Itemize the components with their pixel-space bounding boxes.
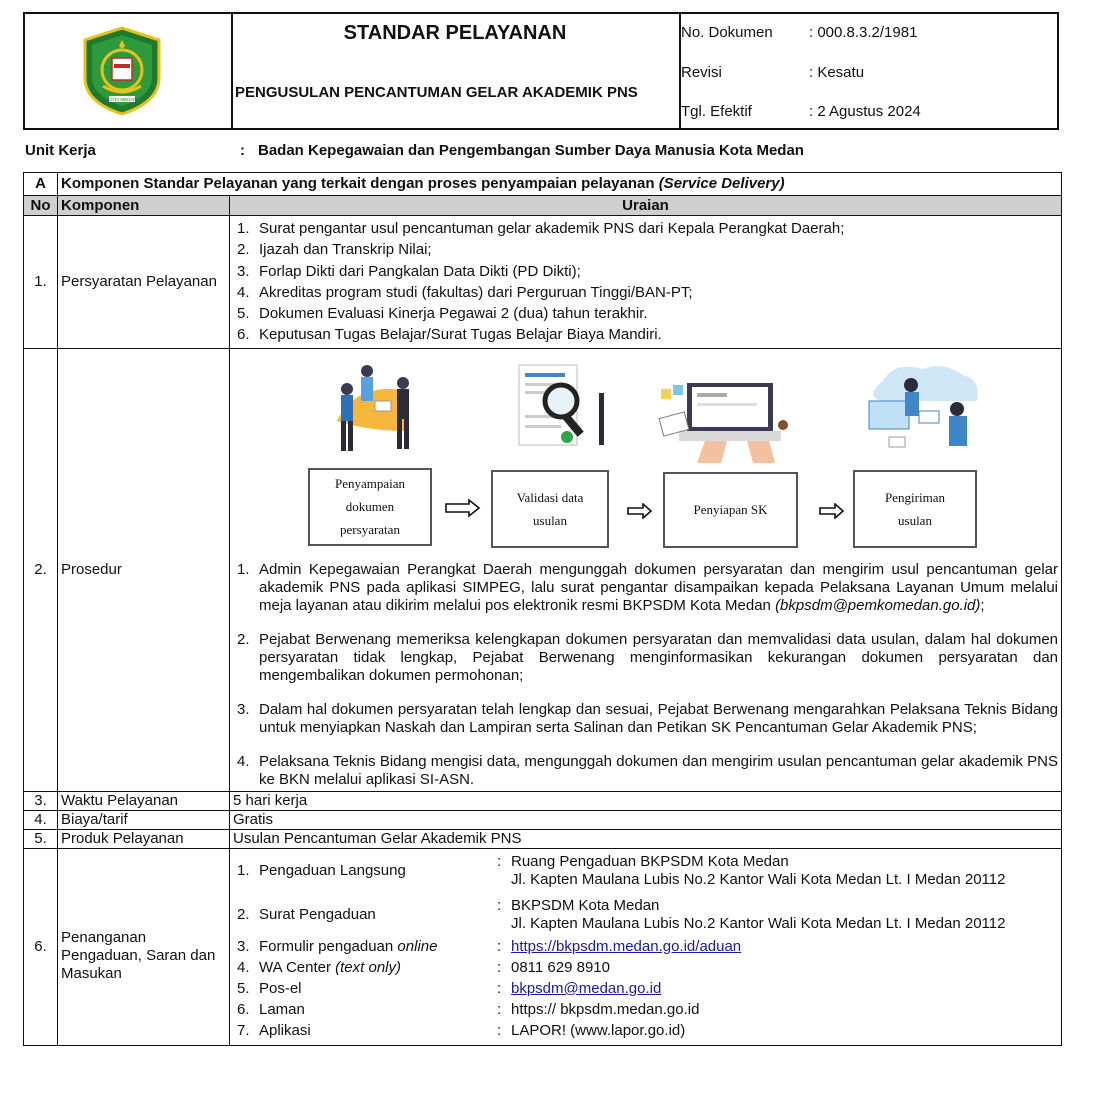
sending-illustration [853,361,983,461]
procedure-flowchart [233,349,1058,561]
meta-label: Revisi [681,64,722,81]
document-title: STANDAR PELAYANAN [343,22,567,44]
document-subtitle: PENGUSULAN PENCANTUMAN GELAR AKADEMIK PNS [235,84,638,101]
section-title-text: Komponen Standar Pelayanan yang terkait dengan proses penyampaian pelayanan [61,175,659,192]
list-item: 4. Pelaksana Teknis Bidang mengisi data, mengunggah dokumen dan mengirim usulan pencantuman gelar akademik PNS ke BKN melalui aplikasi SI-ASN. [237,752,1059,788]
flow-step-2: Validasi data usulan [491,470,609,548]
logo-cell [25,14,233,128]
row-komponen: Persyaratan Pelayanan [58,216,230,349]
document-header [23,12,1059,130]
table-row-prosedur [24,348,1062,791]
meta-row-revisi [681,64,864,81]
meta-value: : Kesatu [809,64,865,81]
row-komponen: Penanganan Pengaduan, Saran dan Masukan [58,848,230,1045]
meta-value: : 000.8.3.2/1981 [809,24,918,41]
list-item: 6. Keputusan Tugas Belajar/Surat Tugas Belajar Biaya Mandiri. [237,326,662,344]
complaint-channel: 1. Pengaduan Langsung : Ruang Pengaduan BKPSDM Kota Medan Jl. Kapten Maulana Lubis No.2 Kantor Wali Kota Medan Lt. I Medan 20112 [237,852,1006,888]
column-header-row [24,196,1062,216]
row-number: 3. [24,791,58,810]
row-number: 5. [24,829,58,848]
table-row-produk [24,829,1062,848]
row-number: 6. [24,848,58,1045]
table-row-biaya [24,810,1062,829]
unit-separator: : [240,142,245,159]
complaint-channel: 3. Formulir pengaduan online : https://bkpsdm.medan.go.id/aduan [237,937,742,955]
validation-magnifier-illustration [515,359,611,459]
section-letter: A [24,173,58,196]
table-row-persyaratan [24,216,1062,349]
col-no: No [24,196,58,216]
logo-text: KOTA MEDAN [107,97,137,102]
complaint-form-link[interactable]: https://bkpsdm.medan.go.id/aduan [511,937,742,955]
col-uraian: Uraian [230,196,1062,216]
col-komponen: Komponen [58,196,230,216]
procedure-list [233,561,1058,789]
row-number: 1. [24,216,58,349]
flow-step-4: Pengiriman usulan [853,470,977,548]
row-number: 2. [24,348,58,791]
table-row-pengaduan [24,848,1062,1045]
row-uraian: 5 hari kerja [230,791,1062,810]
row-komponen: Waktu Pelayanan [58,791,230,810]
table-row-waktu [24,791,1062,810]
row-komponen: Produk Pelayanan [58,829,230,848]
complaint-channel: 5. Pos-el : bkpsdm@medan.go.id [237,979,662,997]
list-item: 5. Dokumen Evaluasi Kinerja Pegawai 2 (dua) tahun terakhir. [237,305,648,323]
sk-preparation-illustration [657,375,795,463]
complaint-channel: 6. Laman : https:// bkpsdm.medan.go.id [237,1000,700,1018]
complaint-channel: 4. WA Center (text only) : 0811 629 8910 [237,958,610,976]
flow-step-3: Penyiapan SK [663,472,798,548]
row-uraian: Usulan Pencantuman Gelar Akademik PNS [230,829,1062,848]
meta-label: No. Dokumen [681,24,773,41]
row-uraian: Gratis [230,810,1062,829]
row-komponen: Biaya/tarif [58,810,230,829]
section-row [24,173,1062,196]
arrow-right-icon [445,499,481,517]
row-uraian [230,348,1062,791]
email-link[interactable]: bkpsdm@medan.go.id [511,979,662,997]
section-title-italic: (Service Delivery) [658,175,785,192]
list-item: 1. Admin Kepegawaian Perangkat Daerah mengunggah dokumen persyaratan dan mengirim usul pencantuman gelar akademik PNS pada aplikasi SIMPEG, lalu surat pengantar disampaikan kepada Pelaksana Layanan Umum melalui meja layanan atau dikirim melalui pos elektronik resmi BKPSDM Kota Medan (bkpsdm@pemkomedan.go.id); [237,560,1059,614]
list-item: 2. Ijazah dan Transkrip Nilai; [237,241,432,259]
arrow-right-icon [627,503,653,519]
complaint-channel: 7. Aplikasi : LAPOR! (www.lapor.go.id) [237,1021,686,1039]
unit-label: Unit Kerja [25,142,96,159]
row-uraian [230,848,1062,1045]
list-item: 4. Akreditas program studi (fakultas) dari Perguruan Tinggi/BAN-PT; [237,283,693,301]
list-item: 2. Pejabat Berwenang memeriksa kelengkapan dokumen persyaratan dan memvalidasi data usulan, dalam hal dokumen persyaratan tidak lengkap, Pejabat Berwenang menginformasikan kekurangan dokumen persyaratan dan mengembalikan dokumen permohonan; [237,630,1059,684]
list-item: 3. Dalam hal dokumen persyaratan telah lengkap dan sesuai, Pejabat Berwenang mengarahkan Pelaksana Teknis Bidang untuk menyiapkan Naskah dan Lampiran serta Salinan dan Petikan SK Pencantuman Gelar Akademik PNS; [237,700,1059,736]
kota-medan-logo [81,26,163,116]
unit-value: Badan Kepegawaian dan Pengembangan Sumber Daya Manusia Kota Medan [258,142,804,159]
meta-cell [679,14,1057,128]
flow-step-1: Penyampaian dokumen persyaratan [308,468,432,546]
row-komponen: Prosedur [58,348,230,791]
arrow-right-icon [819,503,845,519]
meta-row-tanggal [681,103,921,120]
service-standard-table [23,172,1062,1046]
complaint-channel: 2. Surat Pengaduan : BKPSDM Kota Medan Jl. Kapten Maulana Lubis No.2 Kantor Wali Kota Medan Lt. I Medan 20112 [237,896,1006,932]
meta-value: : 2 Agustus 2024 [809,103,921,120]
meta-label: Tgl. Efektif [681,103,752,120]
section-title [58,173,1062,196]
list-item: 1. Surat pengantar usul pencantuman gelar akademik PNS dari Kepala Perangkat Daerah; [237,220,845,237]
row-uraian [230,216,1062,349]
list-item: 3. Forlap Dikti dari Pangkalan Data Dikti (PD Dikti); [237,262,581,280]
title-cell [231,14,681,128]
document-handover-illustration [317,361,427,457]
requirements-list [233,218,1058,346]
meta-row-nomor [681,24,917,41]
row-number: 4. [24,810,58,829]
